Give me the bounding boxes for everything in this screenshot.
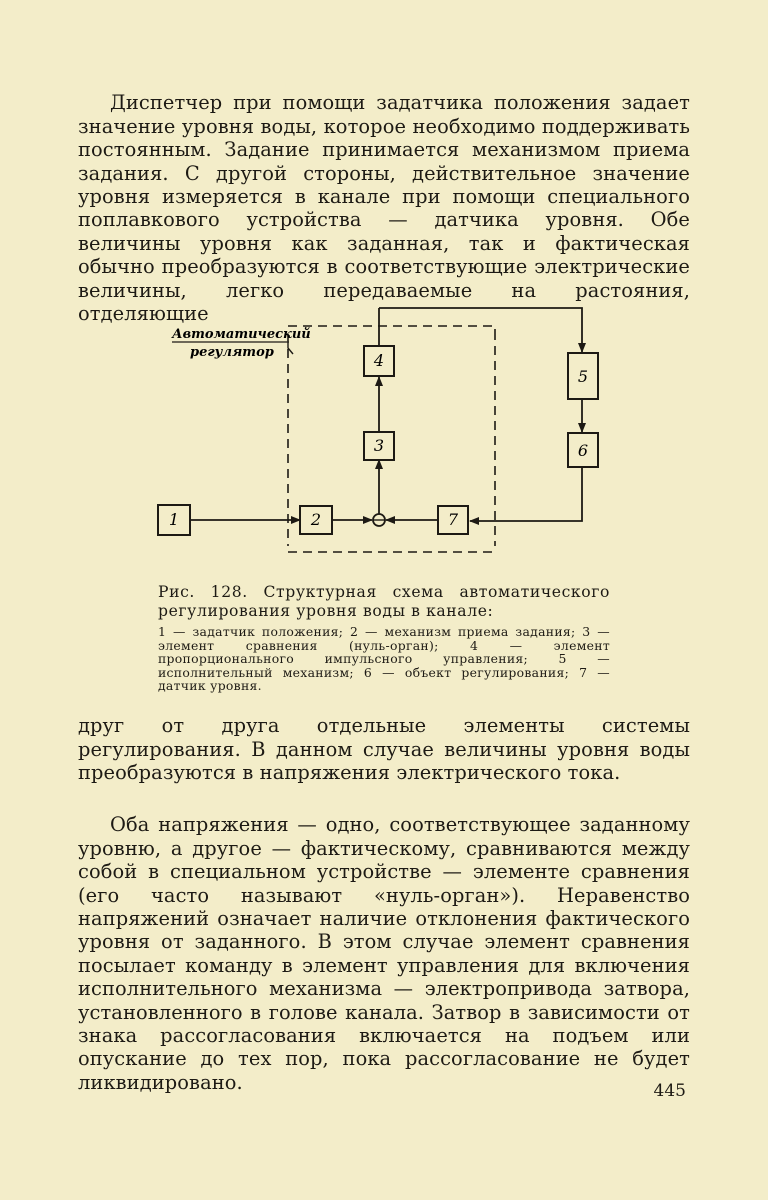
summing-node [373,514,385,526]
block-6-label: 6 [577,441,589,460]
paragraph-2-text: друг от друга отдельные элементы системы регулирования. В данном случае величины уровня воды преобразуются в напряжения электрического тока. [78,714,690,785]
paragraph-2 [78,714,690,784]
block-4-label: 4 [373,351,385,370]
block-3 [364,432,394,460]
paragraph-3 [78,813,690,1094]
paragraph-1 [78,91,690,325]
block-3-label: 3 [373,436,385,455]
block-6 [568,433,598,467]
block-2 [300,506,332,534]
page-number: 445 [653,1081,686,1101]
block-diagram [150,296,610,561]
paragraph-3-text: Оба напряжения — одно, соответствующее заданному уровню, а другое — фактическому, сравниваются между собой в специальном устройстве — элементе сравнения (его часто называют «нуль-орган»). Неравенство напряжений означает наличие отклонения фактического уровня от заданного. В этом случае элемент сравнения посылает команду в элемент управления для включения исполнительного механизма — электропривода затвора, установленного в голове канала. Затвор в зависимости от знака рассогласования включается на подъем или опускание до тех пор, пока рассогласование не будет ликвидировано. [78,813,690,1094]
block-7 [438,506,468,534]
regulator-label-line1: Автоматический [172,327,311,342]
block-1-label: 1 [168,510,180,529]
block-5 [568,353,598,399]
figure-caption-legend: 1 — задатчик положения; 2 — механизм приема задания; 3 — элемент сравнения (нуль-орган); 4 — элемент пропорционального импульсного управления; 5 — исполнительный механизм; 6 — объект регулирования; 7 — датчик уровня. [158,624,610,694]
figure-caption-title: Рис. 128. Структурная схема автоматического регулирования уровня воды в канале: [158,583,610,620]
regulator-label-line2: регулятор [190,345,274,360]
block-7-label: 7 [447,510,459,529]
block-2-label: 2 [310,510,322,529]
block-5-label: 5 [577,367,589,386]
paragraph-1-text: Диспетчер при помощи задатчика положения задает значение уровня воды, которое необходимо поддерживать постоянным. Задание принимается механизмом приема задания. С другой стороны, действительное значение уровня измеряется в канале при помощи специального поплавкового устройства — датчика уровня. Обе величины уровня как заданная, так и фактическая обычно преобразуются в соответствующие электрические величины, легко передаваемые на растояния, отделяющие [78,91,690,326]
block-4 [364,346,394,376]
block-1 [158,505,190,535]
